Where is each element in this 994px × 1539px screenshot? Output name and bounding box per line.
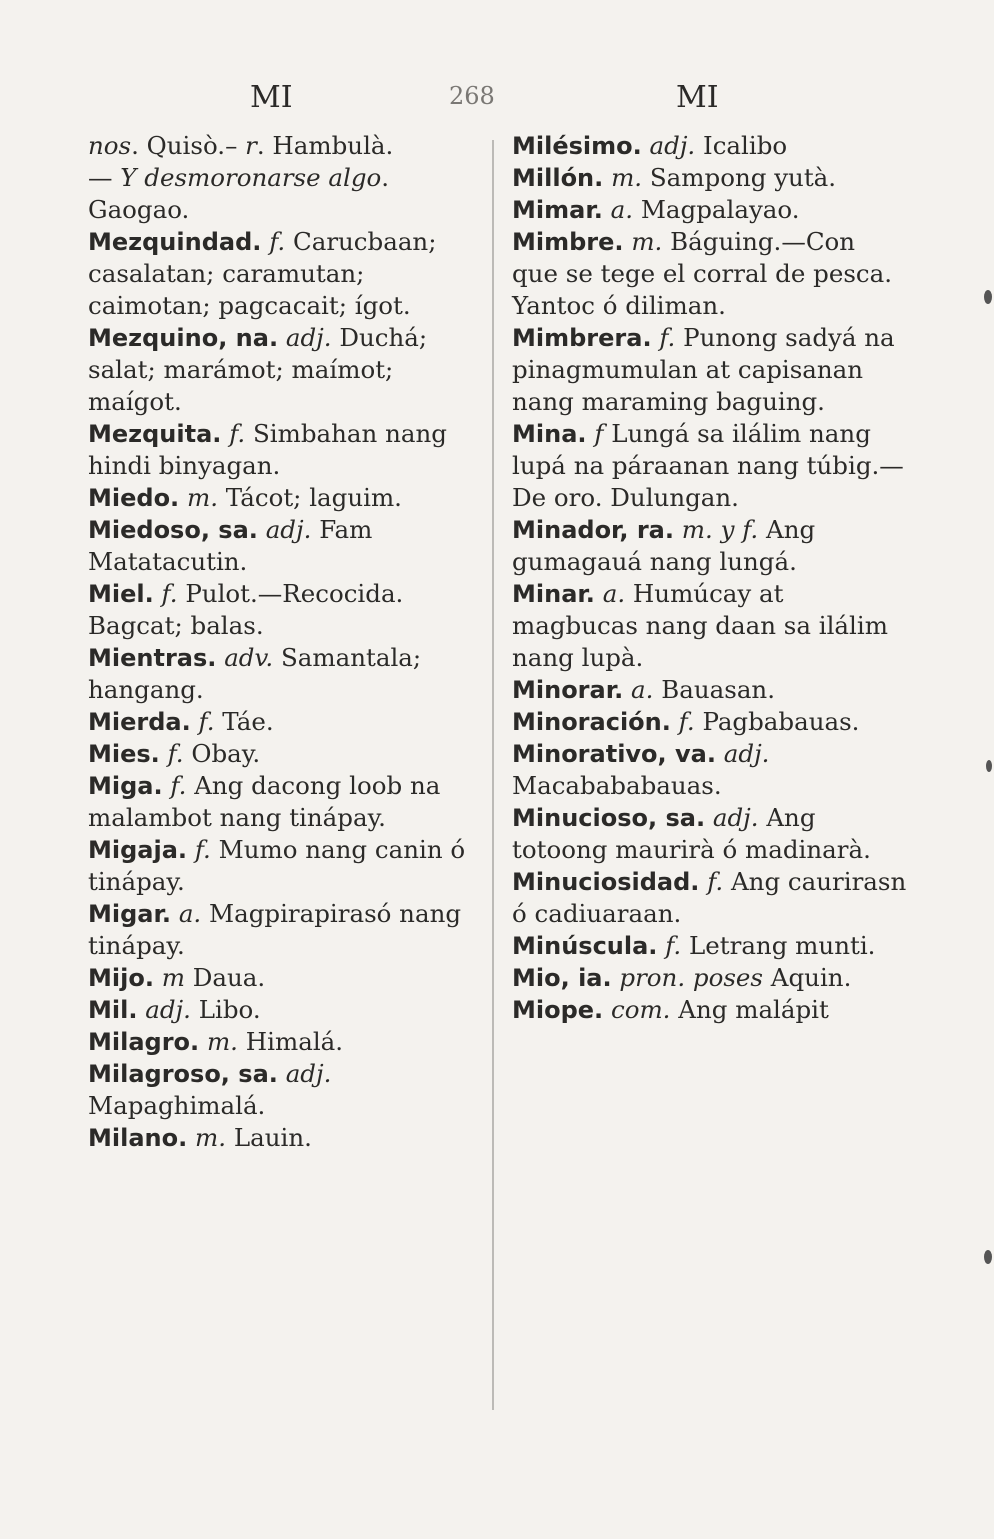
entry-headword: Minuciosidad.: [512, 868, 700, 896]
entry-definition: Ang totoong maurirà ó madinarà.: [512, 803, 871, 864]
entry-headword: Mies.: [88, 740, 160, 768]
entry-definition: Ang caurirasn ó cadiuaraan.: [512, 867, 907, 928]
entry-definition: Samantala; hangang.: [88, 643, 422, 704]
entry-definition: Fam Matatacutin.: [88, 515, 373, 576]
entry-grammar: f.: [665, 931, 682, 960]
entry-headword: Minúscula.: [512, 932, 658, 960]
entry-text: . Gaogao.: [88, 163, 390, 224]
dictionary-entry: [512, 866, 907, 930]
edge-speck: [984, 290, 992, 304]
dictionary-entry: [88, 226, 478, 322]
entry-definition: Macabababauas.: [512, 771, 722, 800]
entry-text: . Hambulà.: [256, 131, 394, 160]
entry-grammar: pron. poses: [619, 963, 763, 992]
entry-headword: Minador, ra.: [512, 516, 674, 544]
dictionary-entry: [88, 1026, 478, 1058]
dictionary-entry: [88, 1122, 478, 1154]
entry-grammar: m: [161, 963, 185, 992]
entry-grammar: adj.: [265, 515, 312, 544]
entry-grammar: f.: [659, 323, 676, 352]
entry-definition: Sampong yutà.: [649, 163, 837, 192]
dictionary-entry: [512, 130, 907, 162]
entry-definition: Obay.: [191, 739, 261, 768]
entry-grammar: m.: [195, 1123, 227, 1152]
dictionary-entry: [512, 706, 907, 738]
entry-definition: Ang gumagauá nang lungá.: [512, 515, 816, 576]
entry-grammar: f.: [198, 707, 215, 736]
entry-definition: Mumo nang canin ó tinápay.: [88, 835, 466, 896]
entry-grammar: f.: [194, 835, 211, 864]
entry-headword: Milésimo.: [512, 132, 642, 160]
entry-definition: Magpirapirasó nang tinápay.: [88, 899, 462, 960]
entry-headword: Mijo.: [88, 964, 154, 992]
running-head-left: MI: [250, 80, 293, 115]
continued-entry: [88, 130, 478, 162]
dictionary-entry: [88, 834, 478, 898]
entry-grammar: f: [594, 419, 604, 448]
entry-grammar: adj.: [712, 803, 759, 832]
dictionary-entry: [88, 322, 478, 418]
entry-definition: Simbahan nang hindi binyagan.: [88, 419, 447, 480]
edge-speck: [984, 1250, 992, 1264]
entry-definition: Letrang munti.: [689, 931, 876, 960]
entry-headword: Milano.: [88, 1124, 188, 1152]
entry-grammar: m.: [186, 483, 218, 512]
entry-headword: Mierda.: [88, 708, 191, 736]
entry-grammar: a.: [602, 579, 626, 608]
entry-definition: Humúcay at magbucas nang daan sa ilálim nang lupà.: [512, 579, 888, 672]
entry-definition: Pagbabauas.: [702, 707, 860, 736]
dictionary-entry: [88, 962, 478, 994]
entry-headword: Minorar.: [512, 676, 624, 704]
entry-grammar: adj.: [285, 323, 332, 352]
right-column: [512, 130, 907, 1026]
entry-headword: Mezquita.: [88, 420, 222, 448]
dictionary-entry: [512, 578, 907, 674]
entry-text: nos: [88, 131, 132, 160]
entry-headword: Miope.: [512, 996, 604, 1024]
entry-grammar: m.: [206, 1027, 238, 1056]
entry-headword: Miga.: [88, 772, 163, 800]
dictionary-entry: [512, 418, 907, 514]
entry-headword: Mio, ia.: [512, 964, 612, 992]
entry-definition: Bauasan.: [661, 675, 775, 704]
entry-definition: Táe.: [222, 707, 274, 736]
entry-headword: Millón.: [512, 164, 604, 192]
entry-grammar: adj.: [145, 995, 191, 1024]
entry-grammar: m.: [611, 163, 643, 192]
entry-headword: Mina.: [512, 420, 587, 448]
entry-definition: Lauin.: [233, 1123, 312, 1152]
entry-definition: Carucbaan; casalatan; caramutan; caimotan; pagcacait; ígot.: [88, 227, 437, 320]
page-number: 268: [449, 82, 495, 110]
page-header: [0, 72, 994, 122]
dictionary-entry: [88, 642, 478, 706]
entry-grammar: m. y f.: [681, 515, 759, 544]
entry-definition: Tácot; laguim.: [225, 483, 402, 512]
entry-grammar: adj.: [285, 1059, 332, 1088]
dictionary-entry: [512, 930, 907, 962]
left-column: [88, 130, 478, 1154]
entry-text: Y desmoronarse algo: [120, 163, 382, 192]
entry-grammar: adj.: [723, 739, 770, 768]
entry-grammar: f.: [269, 227, 286, 256]
entry-headword: Mezquindad.: [88, 228, 262, 256]
running-head-right: MI: [676, 80, 719, 115]
dictionary-entry: [512, 322, 907, 418]
entry-grammar: m.: [631, 227, 663, 256]
entry-definition: Ang malápit: [678, 995, 829, 1024]
entry-headword: Mimar.: [512, 196, 603, 224]
entry-headword: Migaja.: [88, 836, 188, 864]
dictionary-entry: [88, 514, 478, 578]
entry-definition: Magpalayao.: [640, 195, 800, 224]
entry-headword: Miel.: [88, 580, 154, 608]
entry-definition: Icalibo: [703, 131, 788, 160]
entry-grammar: a.: [610, 195, 634, 224]
entry-definition: Himalá.: [245, 1027, 344, 1056]
entry-grammar: f.: [170, 771, 187, 800]
entry-headword: Migar.: [88, 900, 172, 928]
entry-definition: Ang dacong loob na malambot nang tinápay.: [88, 771, 441, 832]
entry-headword: Miedo.: [88, 484, 180, 512]
entry-definition: Lungá sa ilálim nang lupá na páraanan nang túbig.—De oro. Dulungan.: [512, 419, 904, 512]
entry-headword: Minucioso, sa.: [512, 804, 706, 832]
edge-speck: [986, 760, 992, 772]
dictionary-entry: [88, 770, 478, 834]
entry-definition: Aquin.: [770, 963, 852, 992]
dictionary-entry: [88, 418, 478, 482]
entry-grammar: f.: [678, 707, 695, 736]
entry-grammar: adj.: [649, 131, 696, 160]
dictionary-entry: [512, 962, 907, 994]
entry-grammar: f.: [161, 579, 178, 608]
entry-text: —: [88, 163, 121, 192]
continued-entry: [88, 162, 478, 226]
dictionary-entry: [512, 514, 907, 578]
dictionary-entry: [88, 994, 478, 1026]
dictionary-entry: [512, 226, 907, 322]
entry-grammar: f.: [167, 739, 184, 768]
entry-grammar: a.: [178, 899, 202, 928]
entry-grammar: f.: [229, 419, 246, 448]
entry-headword: Mil.: [88, 996, 138, 1024]
entry-headword: Mimbre.: [512, 228, 624, 256]
dictionary-entry: [88, 706, 478, 738]
entry-headword: Milagro.: [88, 1028, 200, 1056]
dictionary-entry: [88, 578, 478, 642]
entry-text: . Quisò.–: [131, 131, 246, 160]
entry-grammar: a.: [631, 675, 654, 704]
entry-definition: Punong sadyá na pinagmumulan at capisanan nang maraming baguing.: [512, 323, 895, 416]
entry-headword: Miedoso, sa.: [88, 516, 258, 544]
entry-definition: Daua.: [192, 963, 266, 992]
entry-definition: Mapaghimalá.: [88, 1091, 266, 1120]
dictionary-entry: [512, 738, 907, 802]
dictionary-entry: [88, 482, 478, 514]
entry-text: r: [245, 131, 257, 160]
entry-headword: Milagroso, sa.: [88, 1060, 278, 1088]
entry-grammar: com.: [610, 995, 671, 1024]
entry-definition: Duchá; salat; marámot; maímot; maígot.: [88, 323, 428, 416]
entry-headword: Mezquino, na.: [88, 324, 279, 352]
entry-grammar: f.: [707, 867, 724, 896]
entry-definition: Pulot.—Recocida. Bagcat; balas.: [88, 579, 404, 640]
entry-grammar: adv.: [224, 643, 274, 672]
entry-headword: Mimbrera.: [512, 324, 652, 352]
entry-definition: Báguing.—Con que se tege el corral de pesca. Yantoc ó diliman.: [512, 227, 893, 320]
entry-headword: Minar.: [512, 580, 595, 608]
dictionary-entry: [88, 1058, 478, 1122]
dictionary-entry: [512, 194, 907, 226]
column-divider: [492, 140, 494, 1410]
dictionary-entry: [512, 674, 907, 706]
entry-headword: Mientras.: [88, 644, 217, 672]
entry-headword: Minorativo, va.: [512, 740, 716, 768]
entry-definition: Libo.: [198, 995, 261, 1024]
dictionary-entry: [512, 802, 907, 866]
dictionary-entry: [512, 994, 907, 1026]
dictionary-entry: [512, 162, 907, 194]
dictionary-entry: [88, 738, 478, 770]
dictionary-entry: [88, 898, 478, 962]
entry-headword: Minoración.: [512, 708, 671, 736]
